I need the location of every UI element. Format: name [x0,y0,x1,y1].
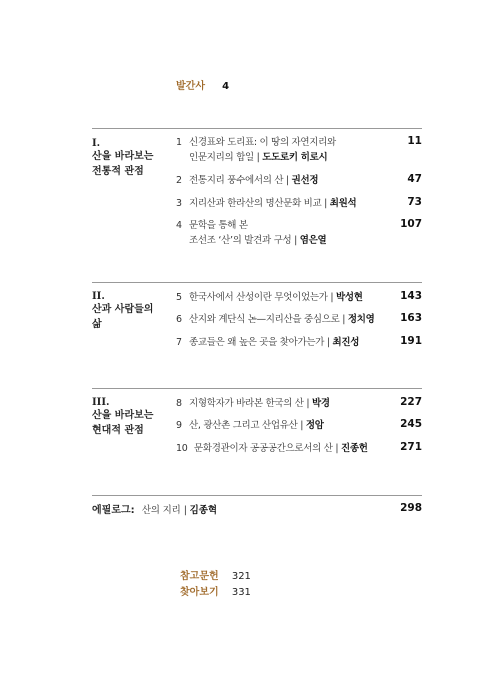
toc-page-10: 271 [400,441,422,453]
section-1-title-line-1: 산을 바라보는 [92,151,154,162]
toc-page-3: 73 [407,196,422,208]
toc-entry-2[interactable]: 2 전통지리 풍수에서의 산 | 권선정 [176,175,319,186]
entry-author: 정암 [305,420,324,431]
entry-title-cont: 조선조 ‘산’의 발견과 구성 [189,235,292,246]
backmatter-index[interactable] [180,583,251,598]
epilogue-row[interactable]: 에필로그: 산의 지리 | 김종혁 [92,505,218,516]
entry-author: 도도로키 히로시 [262,152,328,163]
section-1-rule [92,128,422,129]
section-2-rule [92,282,422,283]
toc-page-4: 107 [400,218,422,230]
epilogue-text: 산의 지리 [141,505,181,516]
toc-page-2: 47 [407,173,422,185]
entry-title: 전통지리 풍수에서의 산 [189,175,284,186]
entry-author: 정치영 [347,314,375,325]
entry-number: 9 [176,420,182,431]
toc-page-7: 191 [400,335,422,347]
index-label: 찾아보기 [180,587,219,598]
toc-page-9: 245 [400,418,422,430]
toc-entry-7[interactable]: 7 종교들은 왜 높은 곳을 찾아가는가 | 최진성 [176,337,360,348]
entry-number: 2 [176,175,182,186]
toc-entry-3[interactable]: 3 지리산과 한라산의 명산문화 비교 | 최원석 [176,198,357,209]
epilogue-page: 298 [400,502,422,514]
section-1-roman: I. [92,138,101,149]
preface-page: 4 [222,81,230,92]
entry-title: 신경표와 도리표: 이 땅의 자연지리와 [189,137,336,148]
entry-number: 8 [176,398,182,409]
section-2-heading [92,291,153,332]
entry-title: 한국사에서 산성이란 무엇이었는가 [189,292,328,303]
entry-title: 지형학자가 바라본 한국의 산 [189,398,304,409]
section-3-roman: III. [92,397,110,408]
entry-author: 권선정 [291,175,319,186]
toc-entry-8[interactable]: 8 지형학자가 바라본 한국의 산 | 박경 [176,398,330,409]
toc-page-8: 227 [400,396,422,408]
toc-page-5: 143 [400,290,422,302]
references-label: 참고문헌 [180,571,219,582]
toc-entry-4[interactable]: 4 문학을 통해 본 조선조 ‘산’의 발견과 구성 | 염은열 [176,220,327,246]
entry-author: 진종헌 [340,443,368,454]
entry-number: 4 [176,220,182,231]
entry-author: 최진성 [332,337,360,348]
section-1-heading [92,138,153,179]
preface-row [176,77,229,92]
section-1-title-line-2: 전통적 관점 [92,166,144,177]
section-3-title-line-1: 산을 바라보는 [92,410,154,421]
entry-author: 박경 [312,398,330,409]
entry-title: 종교들은 왜 높은 곳을 찾아가는가 [189,337,325,348]
entry-author: 박성현 [335,292,363,303]
entry-number: 5 [176,292,182,303]
entry-number: 10 [176,443,188,454]
toc-entry-6[interactable]: 6 산지와 계단식 논—지리산을 중심으로 | 정치영 [176,314,375,325]
epilogue-label: 에필로그: [92,505,135,516]
toc-page-6: 163 [400,312,422,324]
toc-page-1: 11 [407,135,422,147]
epilogue-rule [92,495,422,496]
entry-author: 염은열 [299,235,327,246]
references-page: 321 [231,571,251,582]
entry-title: 산, 광산촌 그리고 산업유산 [189,420,298,431]
entry-title-cont: 인문지리의 합일 [189,152,254,163]
index-page: 331 [231,587,251,598]
preface-label: 발간사 [176,81,205,92]
section-2-title-line-2: 삶 [92,319,102,330]
toc-entry-9[interactable]: 9 산, 광산촌 그리고 산업유산 | 정암 [176,420,324,431]
entry-title: 문화경관이자 공공공간으로서의 산 [194,443,333,454]
entry-number: 6 [176,314,182,325]
entry-title: 문학을 통해 본 [189,220,248,231]
entry-title: 지리산과 한라산의 명산문화 비교 [189,198,322,209]
entry-title: 산지와 계단식 논—지리산을 중심으로 [189,314,340,325]
epilogue-author: 김종혁 [189,505,218,516]
entry-number: 7 [176,337,182,348]
entry-number: 3 [176,198,182,209]
section-3-title-line-2: 현대적 관점 [92,425,144,436]
section-2-roman: II. [92,291,105,302]
section-3-heading [92,397,153,438]
section-3-rule [92,388,422,389]
backmatter-references[interactable] [180,567,251,582]
entry-number: 1 [176,137,182,148]
toc-entry-1[interactable]: 1 신경표와 도리표: 이 땅의 자연지리와 인문지리의 합일 | 도도로키 히로시 [176,137,336,163]
toc-entry-10[interactable]: 10 문화경관이자 공공공간으로서의 산 | 진종헌 [176,443,368,454]
entry-author: 최원석 [329,198,357,209]
toc-entry-5[interactable]: 5 한국사에서 산성이란 무엇이었는가 | 박성현 [176,292,363,303]
section-2-title-line-1: 산과 사람들의 [92,304,154,315]
